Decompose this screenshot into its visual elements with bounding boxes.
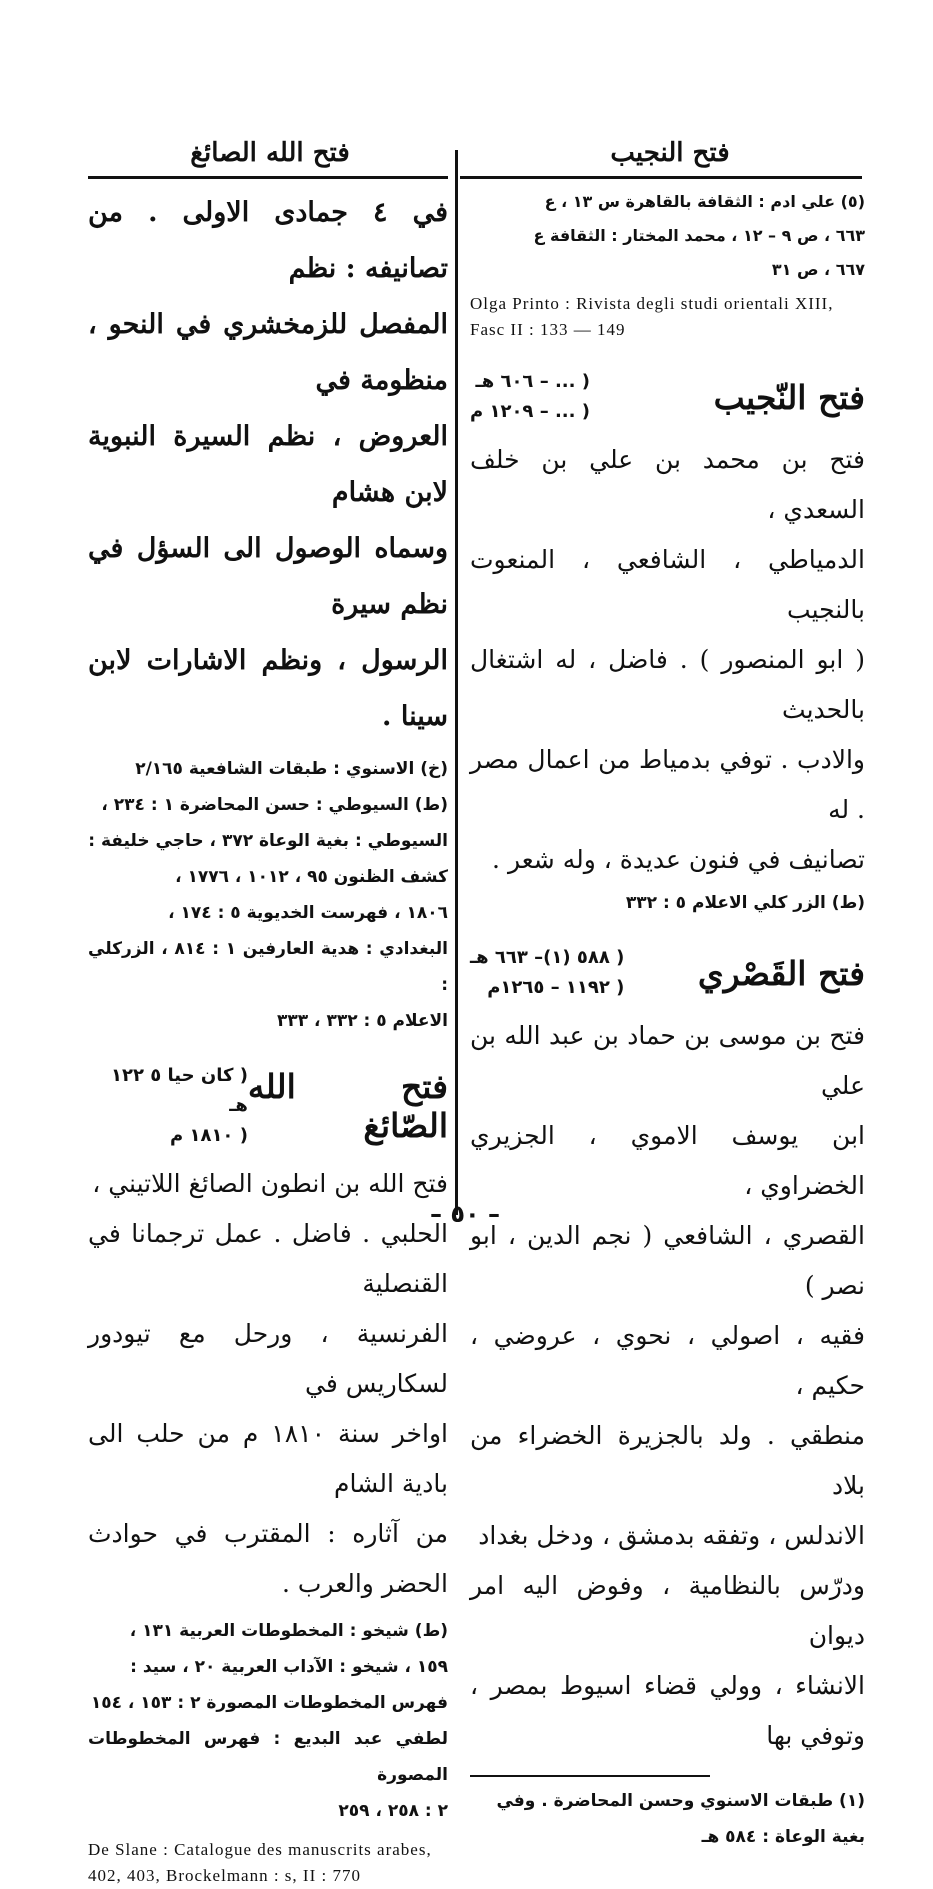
ref-line: لطفي عبد البديع : فهرس المخطوطات المصورة [88,1729,448,1785]
entry-heading [470,367,865,427]
body-line: منطقي . ولد بالجزيرة الخضراء من بلاد [470,1421,865,1500]
entry-dates [88,1061,248,1151]
body-line: والادب . توفي بدمياط من اعمال مصر . له [470,745,865,824]
date-hijri: ( كان حيا ٥ ١٢٢ هـ [110,1065,248,1116]
date-gregorian: ( ١١٩٢ – ١٢٦٥م [487,977,625,998]
body-line: فتح بن موسى بن حماد بن عبد الله بن علي [470,1021,865,1100]
body-line: ابن يوسف الاموي ، الجزيري الخضراوي ، [470,1121,865,1200]
note-line: ٦٦٣ ، ص ٩ – ١٢ ، محمد المختار : الثقافة ع [533,226,865,245]
ref-line: فهرس المخطوطات المصورة ٢ : ١٥٣ ، ١٥٤ [90,1693,448,1713]
footnote-rule [470,1775,710,1777]
body-line: اواخر سنة ١٨١٠ م من حلب الى بادية الشام [88,1419,448,1498]
body-line: الاندلس ، وتفقه بدمشق ، ودخل بغداد [478,1521,865,1550]
entry-reference: (ط) الزر كلي الاعلام ٥ : ٣٣٢ [625,893,865,913]
body-line: فقيه ، اصولي ، نحوي ، عروضي ، حكيم ، [470,1321,865,1400]
body-line: الانشاء ، وولي قضاء اسيوط بمصر ، وتوفي بها [470,1671,865,1750]
body-line: في ٤ جمادى الاولى . من تصانيفه : نظم [88,197,449,284]
entry-name: فتح الله الصّائغ [247,1067,448,1145]
date-gregorian: ( ... – ١٢٠٩ م [470,401,590,422]
body-line: المفصل للزمخشري في النحو ، منظومة في [88,309,448,396]
body-line: العروض ، نظم السيرة النبوية لابن هشام [88,421,448,508]
body-line: الدمياطي ، الشافعي ، المنعوت بالنجيب [470,545,865,624]
ref-line: (ط) شيخو : المخطوطات العربية ١٣١ ، [129,1621,448,1641]
body-line: تصانيف في فنون عديدة ، وله شعر . [492,845,865,874]
latin-reference: Olga Printo : Rivista degli studi orientali XIII, Fasc II : 133 — 149 [470,294,834,339]
footnote [470,1783,865,1855]
ref-line: (ط) السيوطي : حسن المحاضرة ١ : ٢٣٤ ، [101,795,448,815]
body-line: الرسول ، ونظم الاشارات لابن سينا . [88,645,448,732]
note-line: ٦٦٧ ، ص ٣١ [771,260,865,279]
entry-heading [88,1061,448,1151]
column-header-right: فتح النجيب [610,138,730,168]
references [88,751,448,1039]
column-header-left: فتح الله الصائغ [190,138,350,168]
date-hijri: ( ... – ٦٠٦ هـ [475,371,590,392]
page-number: – ٥٠ – [429,1200,500,1228]
entry-name: فتح القَصْري [697,953,865,993]
left-column [88,185,448,1889]
header-rule-right [460,176,862,179]
entry-name: فتح النّجيب [713,377,865,417]
body-line: فتح بن محمد بن علي بن خلف السعدي ، [470,445,865,524]
body-line: وسماه الوصول الى السؤل في نظم سيرة [88,533,448,620]
footnote-line: (١) طبقات الاسنوي وحسن المحاضرة . وفي [496,1791,865,1811]
date-hijri: ( ٥٨٨ (١)– ٦٦٣ هـ [470,947,625,968]
body-line: القصري ، الشافعي ( نجم الدين ، ابو نصر ) [470,1221,865,1300]
note-line: (٥) علي ادم : الثقافة بالقاهرة س ١٣ ، ع [544,192,865,211]
header-rule-left [88,176,448,179]
body-line: ( ابو المنصور ) . فاضل ، له اشتغال بالحديث [470,645,865,724]
ref-line: (خ) الاسنوي : طبقات الشافعية ٢/١٦٥ [135,759,448,779]
latin-reference: De Slane : Catalogue des manuscrits arabes, 402, 403, Brockelmann : s, II : 770 [88,1840,432,1885]
ref-line: السيوطي : بغية الوعاة ٣٧٢ ، حاجي خليفة : [88,831,448,851]
entry-body [470,435,865,885]
entry-dates [470,367,590,427]
ref-line: ١٨٠٦ ، فهرست الخديوية ٥ : ١٧٤ ، [168,903,448,923]
body-line: من آثاره : المقترب في حوادث الحضر والعرب . [88,1519,448,1598]
ref-line: البغدادي : هدية العارفين ١ : ٨١٤ ، الزركلي : [88,939,448,995]
references [88,1613,448,1829]
entry-heading [470,943,865,1003]
body-line: فتح الله بن انطون الصائغ اللاتيني ، [92,1169,448,1198]
ref-line: الاعلام ٥ : ٣٣٢ ، ٣٣٣ [277,1011,448,1031]
ref-line: ٢ : ٢٥٨ ، ٢٥٩ [338,1801,448,1821]
right-column [470,185,865,1855]
entry-body [470,1011,865,1761]
top-note [470,185,865,287]
body-line: الحلبي . فاضل . عمل ترجمانا في القنصلية [88,1219,448,1298]
date-gregorian: ( ١٨١٠ م [170,1125,248,1146]
body-line: ودرّس بالنظامية ، وفوض اليه امر ديوان [470,1571,865,1650]
ref-line: كشف الظنون ٩٥ ، ١٠١٢ ، ١٧٧٦ ، [175,867,448,887]
ref-line: ١٥٩ ، شيخو : الآداب العربية ٢٠ ، سيد : [130,1657,448,1677]
footnote-line: بغية الوعاة : ٥٨٤ هـ [701,1827,865,1847]
body-line: الفرنسية ، ورحل مع تيودور لسكاريس في [88,1319,448,1398]
entry-dates [470,943,624,1003]
continued-body [88,185,448,745]
column-divider [455,150,458,1215]
